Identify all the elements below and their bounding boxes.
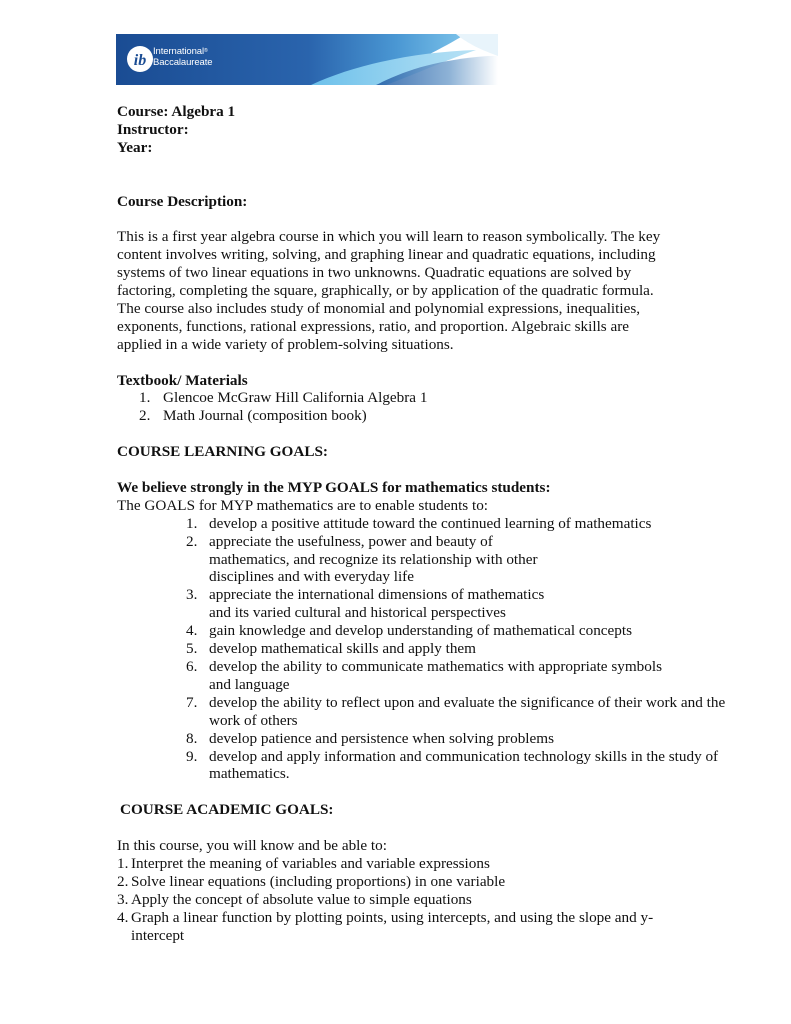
academic-goals-list [117,855,662,945]
list-number: 3. [117,890,129,908]
materials-list [117,389,697,425]
list-text: develop mathematical skills and apply them [209,640,476,658]
myp-goals-list [117,514,726,784]
list-text: appreciate the usefulness, power and beauty of mathematics, and recognize its relationship with other disciplines and with everyday life [209,532,538,586]
list-item [117,730,677,748]
list-item [117,748,749,784]
list-item [117,640,677,658]
list-item [117,909,662,945]
materials-heading: Textbook/ Materials [117,371,248,389]
list-number: 3. [186,586,198,604]
course-description-body: This is a first year algebra course in which you will learn to reason symbolically. The key content involves writing, solving, and graphing linear and quadratic equations, including systems of two linear equations in two unknowns. Quadratic equations are solved by factoring, completing the square, graphically, or by application of the quadratic formula. The course also includes study of monomial and polynomial expressions, inequalities, exponents, functions, rational expressions, ratio, and proportion. Algebraic skills are applied in a wide variety of problem-solving situations. [117,228,661,353]
list-item [117,407,697,425]
list-text: Graph a linear function by plotting points, using intercepts, and using the slope and y- intercept [131,908,654,944]
list-text: Apply the concept of absolute value to simple equations [131,890,472,908]
list-text: appreciate the international dimensions of mathematics and its varied cultural and historical perspectives [209,586,545,622]
myp-goals-intro: The GOALS for MYP mathematics are to enable students to: [117,496,489,514]
logo-line-1: International [153,46,204,57]
list-number: 7. [186,693,198,711]
list-item [117,694,749,730]
list-number: 1. [139,389,151,407]
learning-goals-heading: COURSE LEARNING GOALS: [117,443,328,461]
list-text: Solve linear equations (including proportions) in one variable [131,872,506,890]
myp-goals-subheading: We believe strongly in the MYP GOALS for mathematics students: [117,478,551,496]
year-label: Year: [117,138,153,156]
list-text: develop the ability to communicate mathematics with appropriate symbols and language [209,658,662,693]
list-number: 1. [117,854,129,872]
list-item [117,586,569,622]
list-text: Interpret the meaning of variables and variable expressions [131,854,490,872]
list-number: 2. [117,872,129,890]
list-number: 2. [186,532,198,550]
document-page [117,103,726,944]
instructor-label: Instructor: [117,120,189,138]
list-text: develop and apply information and communication technology skills in the study of mathematics. [209,747,719,783]
list-number: 1. [186,514,198,532]
course-description-heading: Course Description: [117,192,248,210]
list-number: 4. [117,908,129,926]
list-item [117,622,677,640]
list-item [117,533,569,587]
list-text: Math Journal (composition book) [163,407,367,425]
list-item [117,873,662,891]
list-item [117,891,662,909]
course-title: Course: Algebra 1 [117,103,236,120]
list-text: develop patience and persistence when solving problems [209,729,554,747]
list-number: 8. [186,729,198,747]
list-number: 5. [186,640,198,658]
list-item [117,658,677,694]
svg-text:ib: ib [133,52,147,69]
academic-goals-heading: COURSE ACADEMIC GOALS: [120,801,334,819]
ib-header-banner [116,34,498,85]
academic-goals-intro: In this course, you will know and be able to: [117,837,387,855]
list-number: 2. [139,407,151,425]
list-item [117,389,697,407]
list-item [117,515,677,533]
list-number: 6. [186,658,198,675]
list-text: develop a positive attitude toward the continued learning of mathematics [209,514,652,532]
list-text: Glencoe McGraw Hill California Algebra 1 [163,389,428,407]
list-text: develop the ability to reflect upon and evaluate the significance of their work and the work of others [209,693,726,729]
list-number: 4. [186,622,198,640]
registered-mark: ® [204,48,208,54]
list-item [117,855,662,873]
list-text: gain knowledge and develop understanding of mathematical concepts [209,622,633,640]
logo-line-2: Baccalaureate [153,57,213,68]
ib-logo-text [153,46,212,68]
list-number: 9. [186,747,198,765]
